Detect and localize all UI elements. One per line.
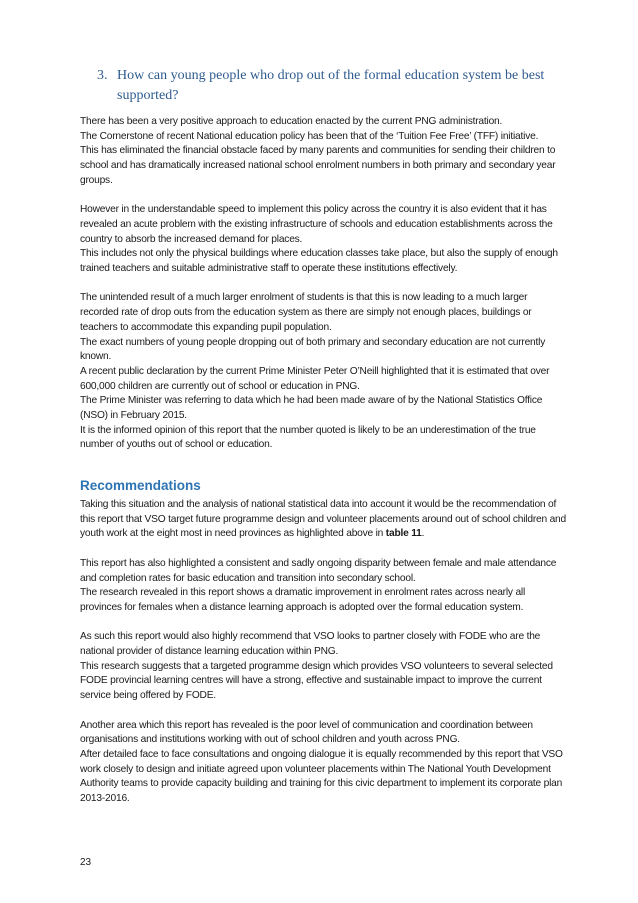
rec-text-before: Taking this situation and the analysis of national statistical data into account it would be the recommendation of this report that VSO target future programme design and volunteer placements around out of school children and youth work at the eight most in need provinces as highlighted above in (80, 499, 566, 540)
body-paragraph: The exact numbers of young people dropping out of both primary and secondary education are not currently known. (80, 336, 546, 363)
body-paragraph: This includes not only the physical buildings where education classes take place, but also the supply of enough trained teachers and suitable administrative staff to operate these institutions effectively. (80, 248, 558, 275)
question-number: 3. (97, 68, 108, 83)
body-paragraph: There has been a very positive approach to education enacted by the current PNG administration. (80, 116, 503, 127)
body-paragraph: This report has also highlighted a consistent and sadly ongoing disparity between female and male attendance and completion rates for basic education and transition into secondary school. (80, 557, 557, 584)
recommendation-paragraph (80, 498, 566, 542)
page-number: 23 (80, 857, 92, 868)
body-paragraph: It is the informed opinion of this report that the number quoted is likely to be an underestimation of the true number of youths out of school or education. (80, 424, 536, 451)
body-paragraph: The research revealed in this report shows a dramatic improvement in enrolment rates across nearly all provinces for females when a distance learning approach is adopted over the formal education system. (80, 587, 526, 613)
body-paragraph: The Prime Minister was referring to data which he had been made aware of by the National Statistics Office (NSO) in February 2015. (80, 395, 543, 422)
body-paragraph: This has eliminated the financial obstacle faced by many parents and communities for sending their children to school and has dramatically increased national school enrolment numbers in both primary and secondary year groups. (80, 145, 556, 186)
body-paragraph: After detailed face to face consultations and ongoing dialogue it is equally recommended by this report that VSO work closely to design and initiate agreed upon volunteer placements within The National Youth Development Authority teams to provide capacity building and training for this civic department to implement its corporate plan 2013-2016. (80, 748, 563, 805)
body-paragraph: A recent public declaration by the current Prime Minister Peter O’Neill highlighted that it is estimated that over 600,000 children are currently out of school or education in PNG. (80, 365, 550, 392)
paragraph-gap (80, 277, 566, 292)
body-paragraph: Another area which this report has revealed is the poor level of communication and coordination between organisations and institutions working with out of school children and youth across PNG. (80, 719, 533, 746)
intro-body (80, 115, 566, 453)
question-text: How can young people who drop out of the formal education system be best supported? (117, 68, 545, 103)
body-paragraph: This research suggests that a targeted programme design which provides VSO volunteers to several selected FODE provincial learning centres will have a strong, effective and sustainable impact to improve the current service being offered by FODE. (80, 660, 553, 702)
rec-text-after: . (421, 528, 425, 540)
body-paragraph: However in the understandable speed to implement this policy across the country it is also evident that it has revealed an acute problem with the existing infrastructure of schools and education establishments across the country to absorb the increased demand for places. (80, 204, 553, 245)
question-heading (97, 66, 567, 106)
paragraph-gap (80, 616, 566, 631)
body-paragraph: The unintended result of a much larger enrolment of students is that this is now leading to a much larger recorded rate of drop outs from the education system as there are simply not enough places, buildings or teachers to accommodate this expanding pupil population. (80, 292, 532, 333)
body-paragraph: As such this report would also highly recommend that VSO looks to partner closely with FODE who are the national provider of distance learning education within PNG. (80, 631, 541, 657)
paragraph-gap (80, 189, 566, 204)
body-paragraph: The Cornerstone of recent National education policy has been that of the ‘Tuition Fee Free’ (TFF) initiative. (80, 130, 539, 142)
recommendations-body (80, 498, 566, 807)
paragraph-gap (80, 542, 566, 557)
table-reference: table 11 (385, 528, 422, 540)
recommendations-heading: Recommendations (80, 478, 201, 493)
paragraph-gap (80, 704, 566, 719)
